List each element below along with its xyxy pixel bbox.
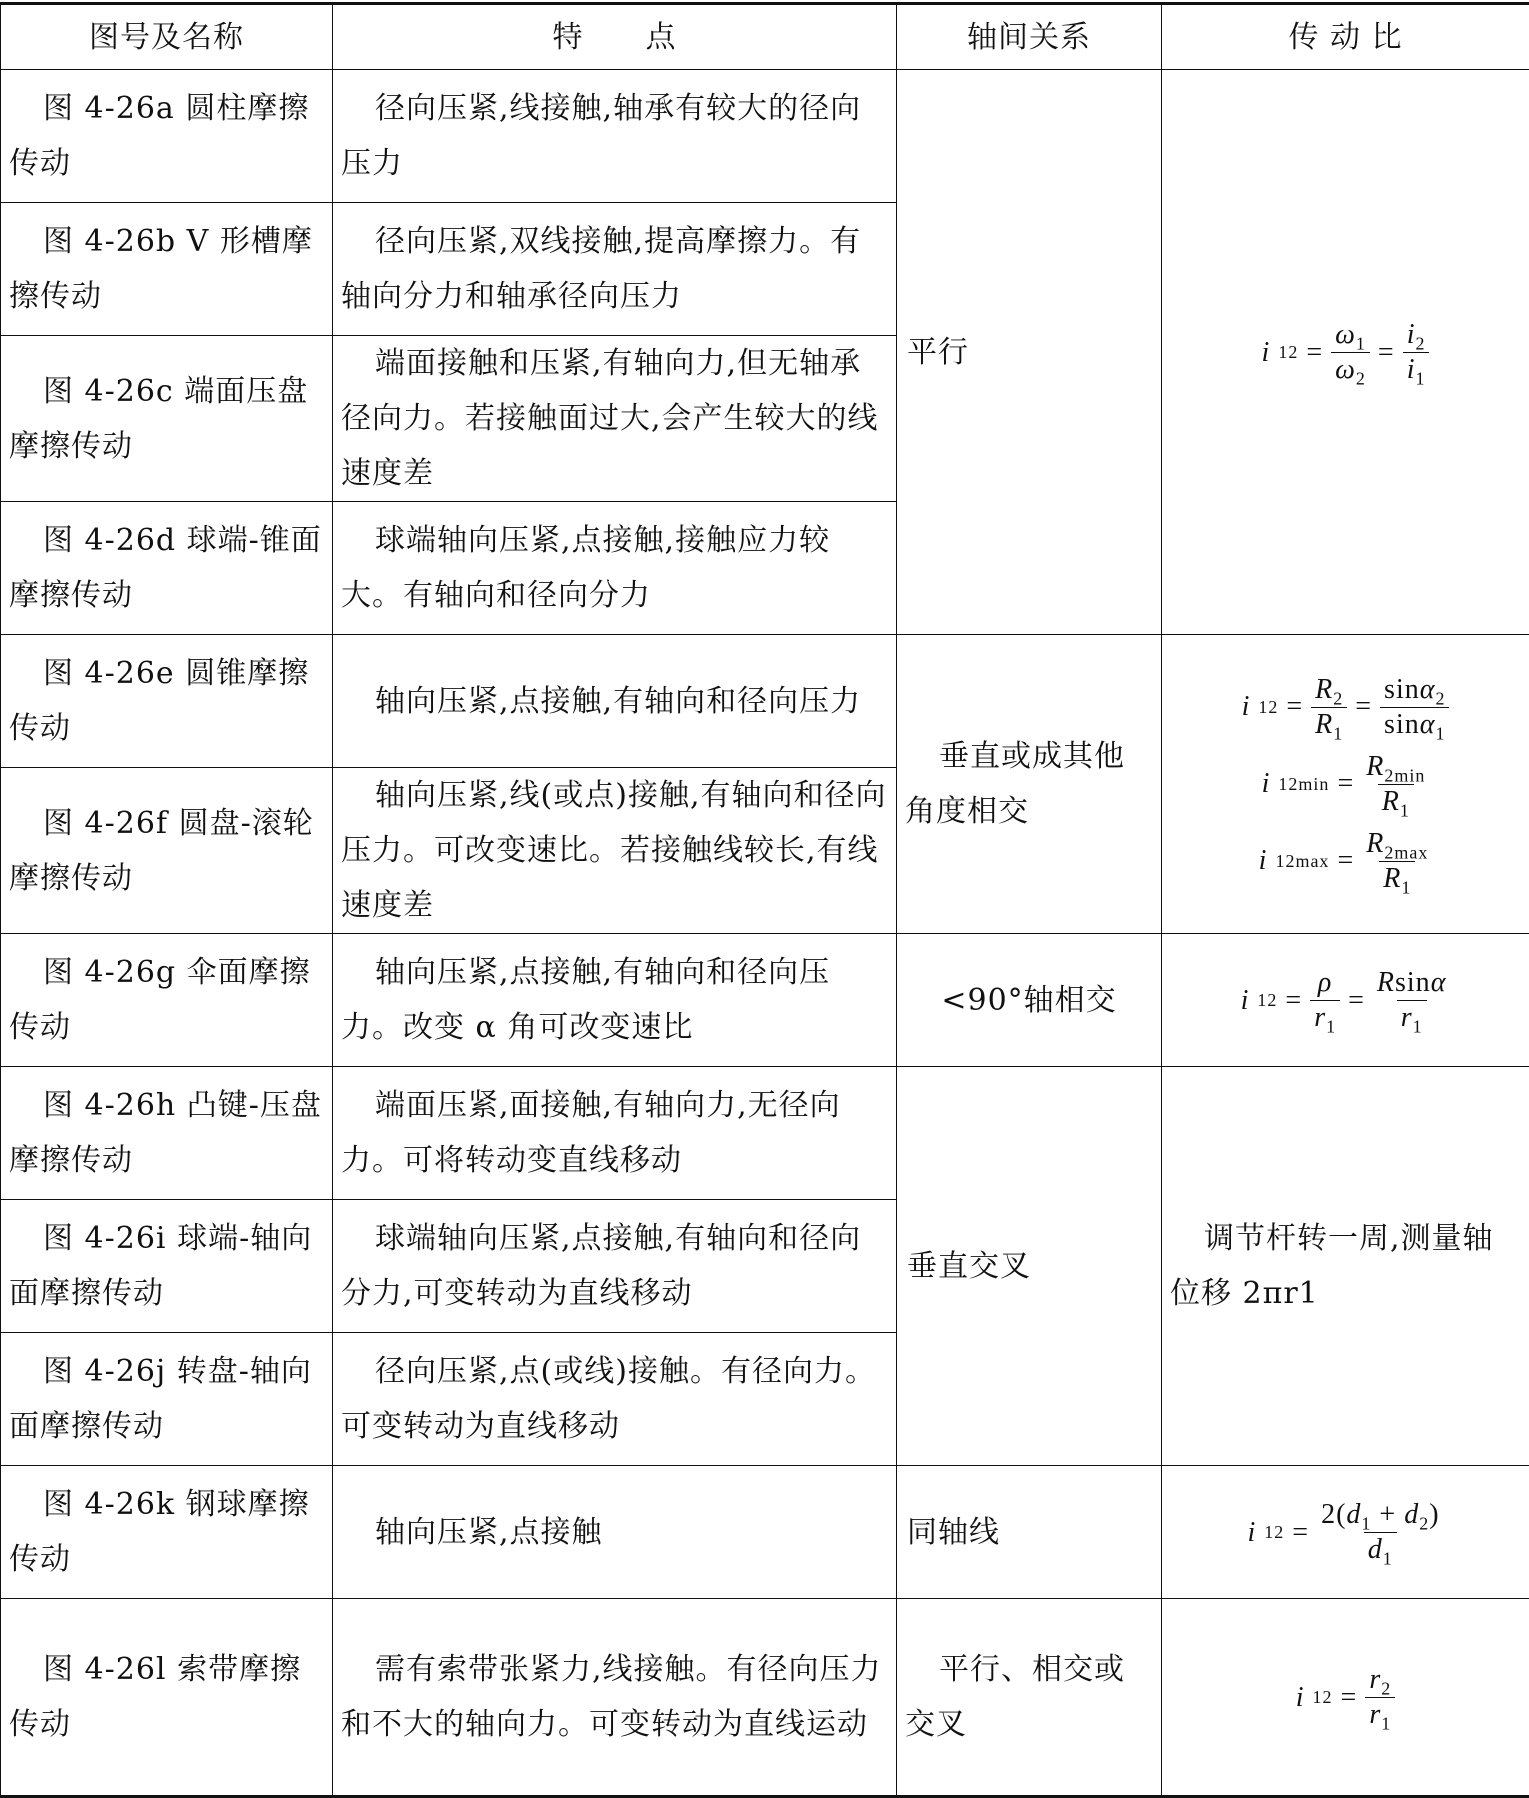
- row-feature: 端面压紧,面接触,有轴向力,无径向力。可将转动变直线移动: [333, 1067, 897, 1200]
- header-row: [1, 4, 1529, 70]
- row-feature: 球端轴向压紧,点接触,接触应力较大。有轴向和径向分力: [333, 502, 897, 635]
- table-row: [1, 1466, 1529, 1599]
- header-ratio: 传 动 比: [1162, 4, 1529, 70]
- row-name: 图 4-26k 钢球摩擦传动: [1, 1466, 333, 1599]
- row-feature: 轴向压紧,点接触,有轴向和径向压力: [333, 635, 897, 768]
- table-row: [1, 1599, 1529, 1797]
- ratio-group-c: i 12 = $\frac{\rho}{r_1}$ = $\frac{Rsin\alpha}{r_1}$: [1162, 934, 1529, 1067]
- row-name: 图 4-26d 球端-锥面摩擦传动: [1, 502, 333, 635]
- relation-parallel-cross: 平行、相交或交叉: [897, 1599, 1162, 1797]
- row-feature: 径向压紧,点(或线)接触。有径向力。可变转动为直线移动: [333, 1333, 897, 1466]
- header-feature: 特 点: [333, 4, 897, 70]
- row-name: 图 4-26f 圆盘-滚轮摩擦传动: [1, 768, 333, 934]
- row-feature: 轴向压紧,线(或点)接触,有轴向和径向压力。可改变速比。若接触线较长,有线速度差: [333, 768, 897, 934]
- header-name: 图号及名称: [1, 4, 333, 70]
- ratio-group-d: 调节杆转一周,测量轴位移 2πr1: [1162, 1067, 1529, 1466]
- relation-perp-cross: 垂直交叉: [897, 1067, 1162, 1466]
- row-name: 图 4-26e 圆锥摩擦传动: [1, 635, 333, 768]
- row-name: 图 4-26b V 形槽摩擦传动: [1, 203, 333, 336]
- friction-drive-table: [0, 2, 1529, 1798]
- ratio-group-e: i 12 = $\frac{2(d_1 + d_2)}{d_1}$: [1162, 1466, 1529, 1599]
- row-feature: 径向压紧,双线接触,提高摩擦力。有轴向分力和轴承径向压力: [333, 203, 897, 336]
- relation-coaxial: 同轴线: [897, 1466, 1162, 1599]
- row-name: 图 4-26h 凸键-压盘摩擦传动: [1, 1067, 333, 1200]
- header-relation: 轴间关系: [897, 4, 1162, 70]
- table-row: [1, 934, 1529, 1067]
- table-row: [1, 635, 1529, 768]
- table-row: [1, 70, 1529, 203]
- row-name: 图 4-26a 圆柱摩擦传动: [1, 70, 333, 203]
- row-name: 图 4-26g 伞面摩擦传动: [1, 934, 333, 1067]
- row-name: 图 4-26l 索带摩擦传动: [1, 1599, 333, 1797]
- row-name: 图 4-26c 端面压盘摩擦传动: [1, 336, 333, 502]
- ratio-group-a: i 12 = $\frac{\omega_1}{\omega_2}$ = $\frac{i_2}{i_1}$: [1162, 70, 1529, 635]
- row-feature: 球端轴向压紧,点接触,有轴向和径向分力,可变转动为直线移动: [333, 1200, 897, 1333]
- ratio-group-b: i 12 = $\frac{R_2}{R_1}$ = $\frac{\sin\alpha_2}{\sin\alpha_1}$ i 12min = $\frac{R_{2min}}{R_1}$ i 12max = $\frac{R_{2max}}{R_1}$: [1162, 635, 1529, 934]
- ratio-group-f: i 12 = $\frac{r_2}{r_1}$: [1162, 1599, 1529, 1797]
- row-name: 图 4-26j 转盘-轴向面摩擦传动: [1, 1333, 333, 1466]
- relation-parallel: 平行: [897, 70, 1162, 635]
- row-name: 图 4-26i 球端-轴向面摩擦传动: [1, 1200, 333, 1333]
- row-feature: 轴向压紧,点接触,有轴向和径向压力。改变 α 角可改变速比: [333, 934, 897, 1067]
- relation-perp-or-angle: 垂直或成其他角度相交: [897, 635, 1162, 934]
- row-feature: 端面接触和压紧,有轴向力,但无轴承径向力。若接触面过大,会产生较大的线速度差: [333, 336, 897, 502]
- relation-lt90: <90°轴相交: [897, 934, 1162, 1067]
- row-feature: 需有索带张紧力,线接触。有径向压力和不大的轴向力。可变转动为直线运动: [333, 1599, 897, 1797]
- table-row: [1, 1067, 1529, 1200]
- row-feature: 轴向压紧,点接触: [333, 1466, 897, 1599]
- row-feature: 径向压紧,线接触,轴承有较大的径向压力: [333, 70, 897, 203]
